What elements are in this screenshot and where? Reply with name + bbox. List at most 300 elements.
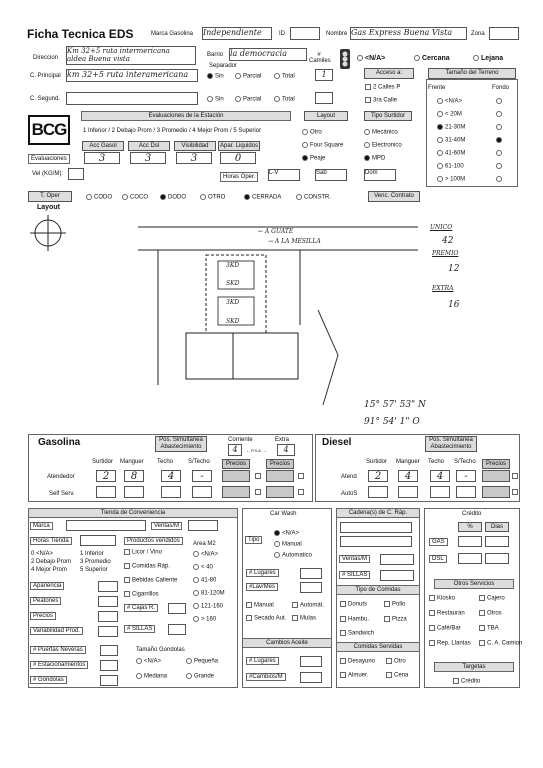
note-unico: UNICO xyxy=(430,224,453,231)
terreno-fondo-4[interactable] xyxy=(496,150,504,157)
toper-opt-label: COCO xyxy=(130,194,148,201)
gas-check-1[interactable] xyxy=(255,473,261,479)
principal-sin[interactable] xyxy=(207,73,224,80)
terreno-fondo-3[interactable] xyxy=(496,137,504,144)
calles2-checkbox[interactable] xyxy=(365,84,371,90)
carwash-check-3[interactable] xyxy=(292,615,316,622)
servida-checkbox[interactable] xyxy=(340,658,346,664)
toper-button[interactable]: T. Oper xyxy=(28,191,72,202)
tienda-marca-field[interactable] xyxy=(66,520,146,531)
servicio-label: TBA xyxy=(487,625,499,632)
dsl-dias-field[interactable] xyxy=(485,553,509,564)
terreno-frente-3[interactable] xyxy=(437,137,465,144)
tienda-area-4[interactable] xyxy=(193,603,223,610)
principal-parcial[interactable] xyxy=(235,73,261,80)
surtidor-opt-2[interactable] xyxy=(364,155,385,162)
dsl-price-field-2[interactable] xyxy=(482,486,510,498)
frente-radio[interactable] xyxy=(437,150,443,156)
layout-opt-2[interactable] xyxy=(302,155,325,162)
barrio-label: Barrio xyxy=(207,52,224,58)
tamano-terreno-button[interactable]: Tamaño del Terreno xyxy=(428,68,516,79)
tienda-ventas-field[interactable] xyxy=(188,520,218,531)
area-radio[interactable] xyxy=(193,616,199,622)
comida-tipo-3[interactable] xyxy=(384,616,407,623)
proximity-cercana[interactable] xyxy=(414,55,450,62)
vel-label: Vel (KG/M): xyxy=(32,171,64,177)
terreno-frente-5[interactable] xyxy=(437,163,464,170)
servicio-0[interactable] xyxy=(429,595,455,602)
gas-price-field-1[interactable] xyxy=(222,470,250,482)
gas-atend-field-0[interactable] xyxy=(96,470,116,482)
tienda-legend-0: 0 <N/A> xyxy=(31,551,54,557)
credito-checkbox[interactable] xyxy=(453,678,459,684)
surtidor-radio[interactable] xyxy=(364,155,370,161)
terreno-frente-4[interactable] xyxy=(437,150,465,157)
servicio-6[interactable] xyxy=(429,640,471,647)
diesel-pos-button[interactable] xyxy=(425,436,477,452)
frente-radio[interactable] xyxy=(437,163,443,169)
diesel-pos-label: Pos. Simultanea Abastecimiento xyxy=(429,437,473,450)
gondolas-field[interactable] xyxy=(100,675,118,686)
tienda-sillas-label xyxy=(124,625,155,633)
dsl-label xyxy=(429,555,447,563)
area-radio[interactable] xyxy=(193,577,199,583)
cadena-sillas-field[interactable] xyxy=(380,570,414,581)
toper-radio[interactable] xyxy=(122,194,128,200)
corriente-field[interactable] xyxy=(228,444,242,456)
barrio-value: la democracia xyxy=(230,49,288,58)
fondo-radio[interactable] xyxy=(496,150,502,156)
carwash-checkbox[interactable] xyxy=(246,615,252,621)
terreno-frente-6[interactable] xyxy=(437,176,465,183)
comida-checkbox[interactable] xyxy=(384,601,390,607)
cadena-field-1[interactable] xyxy=(340,522,412,533)
gas-self-field-1[interactable] xyxy=(124,486,144,498)
toper-opt-2[interactable] xyxy=(160,194,186,201)
comida-servida-1[interactable] xyxy=(386,658,406,665)
evaluaciones-row-label xyxy=(28,154,70,164)
cambios-mes-text: #Cambios/M xyxy=(249,674,283,680)
carwash-lugares-field[interactable] xyxy=(300,568,322,579)
toper-radio[interactable] xyxy=(160,194,166,200)
segundo-sin[interactable] xyxy=(207,96,224,103)
servicio-checkbox[interactable] xyxy=(479,640,485,646)
toper-radio[interactable] xyxy=(200,194,206,200)
area-radio[interactable] xyxy=(193,564,199,570)
eval-col-0[interactable]: Acc Gasol xyxy=(82,141,124,151)
pct-button[interactable]: % xyxy=(458,522,482,532)
carwash-tipo-text: Tipo xyxy=(248,537,260,543)
dsl-check-1[interactable] xyxy=(512,473,518,479)
prod-checkbox[interactable] xyxy=(124,549,130,555)
fondo-radio[interactable] xyxy=(496,176,502,182)
cercana-radio[interactable] xyxy=(414,55,420,61)
servida-checkbox[interactable] xyxy=(340,672,346,678)
comida-tipo-0[interactable] xyxy=(340,601,367,608)
gas-price-field-2[interactable] xyxy=(266,470,294,482)
cambios-lugares-text: # Lugares xyxy=(249,658,276,664)
comida-tipo-1[interactable] xyxy=(384,601,405,608)
gondola-radio[interactable] xyxy=(136,673,142,679)
eval-value-field-1[interactable] xyxy=(130,152,166,164)
principal-sin-radio[interactable] xyxy=(207,73,213,79)
dsl-atend-field-1[interactable] xyxy=(398,470,418,482)
carwash-checkbox[interactable] xyxy=(246,602,252,608)
gasolina-title: Gasolina xyxy=(38,437,81,448)
tienda-prod-3[interactable] xyxy=(124,591,159,598)
tienda-eval-0 xyxy=(30,582,64,590)
dsl-pct-field[interactable] xyxy=(458,553,482,564)
gondolas-text: # Gondolas xyxy=(33,677,64,683)
toper-radio[interactable] xyxy=(86,194,92,200)
segundo-total-radio[interactable] xyxy=(274,96,280,102)
toper-opt-label: CODO xyxy=(94,194,112,201)
layout-opt-1[interactable] xyxy=(302,142,343,149)
gas-atend-field-2[interactable] xyxy=(161,470,181,482)
area-label: < 40 xyxy=(201,564,213,571)
layout-radio[interactable] xyxy=(302,129,308,135)
fondo-radio[interactable] xyxy=(496,137,502,143)
servicio-checkbox[interactable] xyxy=(479,595,485,601)
tienda-legend-5: 5 Superior xyxy=(80,567,108,573)
carwash-check-2[interactable] xyxy=(246,615,286,622)
terreno-frente-2[interactable] xyxy=(437,124,465,131)
servicio-checkbox[interactable] xyxy=(479,625,485,631)
servicio-checkbox[interactable] xyxy=(429,595,435,601)
carwash-checkbox[interactable] xyxy=(292,602,298,608)
carwash-check-0[interactable] xyxy=(246,602,274,609)
cadena-header: Cadena(s) de C. Ráp. xyxy=(336,508,420,518)
toper-opt-0[interactable] xyxy=(86,194,112,201)
layout-radio[interactable] xyxy=(302,142,308,148)
servicio-label: Rep. Llantas xyxy=(437,640,471,647)
id-field[interactable] xyxy=(290,27,320,40)
gondola-opt-1[interactable] xyxy=(186,658,218,665)
gas-check-2[interactable] xyxy=(298,473,304,479)
eval-value-field-3[interactable] xyxy=(220,152,256,164)
fondo-radio[interactable] xyxy=(496,124,502,130)
comida-servida-0[interactable] xyxy=(340,658,375,665)
segundo-total[interactable] xyxy=(274,96,295,103)
area-radio[interactable] xyxy=(193,590,199,596)
surtidor-radio[interactable] xyxy=(364,142,370,148)
eval-value-field-0[interactable] xyxy=(84,152,120,164)
gondola-opt-0[interactable] xyxy=(136,658,161,665)
dsl-atend-value: 4 xyxy=(404,471,412,482)
segundo-sin-radio[interactable] xyxy=(207,96,213,102)
servicio-4[interactable] xyxy=(429,625,461,632)
gas-price-field-4[interactable] xyxy=(266,486,294,498)
tienda-eval-field-0[interactable] xyxy=(98,581,118,592)
proximity-na[interactable] xyxy=(357,55,385,62)
toper-radio[interactable] xyxy=(296,194,302,200)
gasolina-pos-button[interactable] xyxy=(155,436,207,452)
servida-checkbox[interactable] xyxy=(386,658,392,664)
frente-radio[interactable] xyxy=(437,98,443,104)
carwash-radio[interactable] xyxy=(274,530,280,536)
segundo-parcial-radio[interactable] xyxy=(235,96,241,102)
dsl-price-field-1[interactable] xyxy=(482,470,510,482)
principal-total-radio[interactable] xyxy=(274,73,280,79)
comida-checkbox[interactable] xyxy=(340,616,346,622)
otros-servicios-header: Otros Servicios xyxy=(434,579,514,589)
dsl-autos-field-3[interactable] xyxy=(456,486,476,498)
traffic-light-icon xyxy=(339,48,351,70)
fondo-radio[interactable] xyxy=(496,98,502,104)
productos-label xyxy=(124,537,183,545)
gas-pct-field[interactable] xyxy=(458,536,482,547)
servicio-checkbox[interactable] xyxy=(429,640,435,646)
extra-field[interactable] xyxy=(277,444,295,456)
tienda-prod-0[interactable] xyxy=(124,549,162,556)
eval-value: 3 xyxy=(98,153,106,164)
segundo-parcial[interactable] xyxy=(235,96,261,103)
prod-checkbox[interactable] xyxy=(124,591,130,597)
cajas-field[interactable] xyxy=(168,603,186,614)
tienda-eval-field-3[interactable] xyxy=(98,626,118,637)
area-radio[interactable] xyxy=(193,551,199,557)
comida-tipo-4[interactable] xyxy=(340,630,374,637)
servicio-3[interactable] xyxy=(479,610,502,617)
dsl-atend-field-3[interactable] xyxy=(456,470,476,482)
terreno-fondo-0[interactable] xyxy=(496,98,504,105)
servicio-1[interactable] xyxy=(479,595,505,602)
fondo-radio[interactable] xyxy=(496,163,502,169)
servicio-2[interactable] xyxy=(429,610,465,617)
dom-field[interactable] xyxy=(364,169,396,181)
comida-servida-2[interactable] xyxy=(340,672,368,679)
proximity-lejana[interactable] xyxy=(473,55,503,62)
zona-field[interactable] xyxy=(489,27,519,40)
carwash-lav-field[interactable] xyxy=(300,582,322,593)
dsl-precios[interactable]: Precios xyxy=(482,459,510,469)
servicio-label: Cajero xyxy=(487,595,505,602)
acceso-button[interactable]: Acceso a: xyxy=(364,68,414,79)
terreno-frente-0[interactable] xyxy=(437,98,462,105)
gas-check-3[interactable] xyxy=(255,489,261,495)
dsl-autos-field-2[interactable] xyxy=(430,486,450,498)
comida-servida-3[interactable] xyxy=(386,672,408,679)
servicio-checkbox[interactable] xyxy=(429,625,435,631)
terreno-frente-1[interactable] xyxy=(437,111,462,118)
gas-precios-2[interactable]: Precios xyxy=(266,459,294,469)
principal-value: km 32+5 ruta interamericana xyxy=(67,70,189,79)
credito-check[interactable] xyxy=(453,678,480,685)
gondola-opt-2[interactable] xyxy=(136,673,167,680)
cambios-mes-field[interactable] xyxy=(300,672,322,683)
gondola-radio[interactable] xyxy=(186,673,192,679)
gas-price-field-3[interactable] xyxy=(222,486,250,498)
atendedor-label: Atendedor xyxy=(47,474,75,480)
gas-check-4[interactable] xyxy=(298,489,304,495)
gondola-label: <N/A> xyxy=(144,658,162,665)
carwash-checkbox[interactable] xyxy=(292,615,298,621)
tienda-area-1[interactable] xyxy=(193,564,213,571)
horas-tienda-field[interactable] xyxy=(80,535,116,546)
cadena-ventas-field[interactable] xyxy=(380,554,414,565)
surtidor-radio[interactable] xyxy=(364,129,370,135)
gondola-opt-3[interactable] xyxy=(186,673,214,680)
nombre-field[interactable] xyxy=(350,27,467,40)
tienda-area-0[interactable] xyxy=(193,551,218,558)
tienda-area-5[interactable] xyxy=(193,616,216,623)
tienda-eval-field-2[interactable] xyxy=(98,611,118,622)
prod-checkbox[interactable] xyxy=(124,577,130,583)
gas-self-field-0[interactable] xyxy=(96,486,116,498)
tienda-legend-2: 2 Debajo Prom xyxy=(31,559,72,565)
dias-button[interactable]: Dias xyxy=(485,522,509,532)
tienda-eval-field-1[interactable] xyxy=(98,596,118,607)
tienda-eval-2 xyxy=(30,612,56,620)
toper-radio[interactable] xyxy=(244,194,250,200)
tienda-area-3[interactable] xyxy=(193,590,225,597)
gas-dias-field[interactable] xyxy=(485,536,509,547)
servicio-7[interactable] xyxy=(479,640,522,647)
neveras-field[interactable] xyxy=(100,645,118,656)
terreno-option-label: < 20M xyxy=(445,111,462,118)
note-extra-val: 16 xyxy=(448,300,460,310)
extra-label: Extra xyxy=(275,437,290,443)
servida-label: Almuer. xyxy=(348,672,369,679)
calle3-checkbox[interactable] xyxy=(365,97,371,103)
evaluaciones-legend: 1 Inferior / 2 Debajo Prom / 3 Promedio / 4 Mejor Prom / 5 Superior xyxy=(83,128,262,134)
tienda-sillas-text: # SILLAS xyxy=(127,626,153,632)
servicio-checkbox[interactable] xyxy=(429,610,435,616)
cambios-mes-label xyxy=(246,673,286,681)
cadena-field-2[interactable] xyxy=(340,536,412,547)
carwash-check-1[interactable] xyxy=(292,602,324,609)
tienda-sillas-field[interactable] xyxy=(168,624,186,635)
servicio-checkbox[interactable] xyxy=(479,610,485,616)
toper-opt-3[interactable] xyxy=(200,194,225,201)
diesel-title: Diesel xyxy=(322,437,352,448)
tienda-eval-label: Precios xyxy=(33,613,54,619)
segundo-total-field[interactable] xyxy=(315,92,333,104)
barrio-field[interactable] xyxy=(229,48,307,61)
cadena-sillas-text: # SILLAS xyxy=(342,572,368,578)
eval-value-field-2[interactable] xyxy=(176,152,212,164)
calles2-check[interactable] xyxy=(365,84,400,91)
estac-label xyxy=(30,661,88,669)
eval-col-1[interactable]: Acc Dsl xyxy=(128,141,170,151)
eval-col-3[interactable]: Apar. Liquidos xyxy=(219,143,259,149)
frente-radio[interactable] xyxy=(437,111,443,117)
tienda-legend-4: 4 Mejor Prom xyxy=(31,567,68,573)
servida-checkbox[interactable] xyxy=(386,672,392,678)
dsl-atend-field-2[interactable] xyxy=(430,470,450,482)
comida-checkbox[interactable] xyxy=(340,630,346,636)
frente-radio[interactable] xyxy=(437,137,443,143)
tienda-legend-1: 1 Inferior xyxy=(80,551,104,557)
calle3-check[interactable] xyxy=(365,97,397,104)
prod-checkbox[interactable] xyxy=(124,563,130,569)
terreno-fondo-2[interactable] xyxy=(496,124,504,131)
carwash-lav-text: #Lav/Mes xyxy=(249,584,276,590)
tienda-area-2[interactable] xyxy=(193,577,216,584)
proximity-na-radio[interactable] xyxy=(357,55,363,61)
vel-field[interactable] xyxy=(68,168,84,180)
carwash-check-label: Mulas xyxy=(300,615,317,622)
layout-radio[interactable] xyxy=(302,155,308,161)
segundo-parcial-label: Parcial xyxy=(243,96,262,103)
toper-opt-4[interactable] xyxy=(244,194,281,201)
eval-col-2[interactable]: Visibilidad xyxy=(174,141,216,151)
carwash-opt-0[interactable] xyxy=(274,530,299,537)
cambios-lugares-field[interactable] xyxy=(300,656,322,667)
principal-total[interactable] xyxy=(274,73,295,80)
page-title: Ficha Tecnica EDS xyxy=(27,27,134,41)
gas-atend-field-1[interactable] xyxy=(124,470,144,482)
dsl-atend-field-0[interactable] xyxy=(368,470,388,482)
layout-button[interactable]: Layout xyxy=(304,111,348,121)
gas-atend-field-3[interactable] xyxy=(192,470,212,482)
dsl-autos-field-1[interactable] xyxy=(398,486,418,498)
surtidor-opt-0[interactable] xyxy=(364,129,398,136)
note-extra: EXTRA xyxy=(432,285,454,292)
gondola-label: Pequeña xyxy=(194,658,219,665)
gas-self-field-2[interactable] xyxy=(161,486,181,498)
segundo-field[interactable] xyxy=(66,92,198,105)
direccion-field[interactable] xyxy=(66,46,196,65)
gondola-radio[interactable] xyxy=(186,658,192,664)
comida-tipo-2[interactable] xyxy=(340,616,369,623)
gas-self-field-3[interactable] xyxy=(192,486,212,498)
corriente-label: Corriente xyxy=(228,437,253,443)
tienda-prod-1[interactable] xyxy=(124,563,170,570)
toper-opt-1[interactable] xyxy=(122,194,148,201)
frente-radio[interactable] xyxy=(437,124,443,130)
cajas-text: # Cajas R. xyxy=(127,605,156,611)
carwash-lugares-text: # Lugares xyxy=(249,570,276,576)
sab-field[interactable] xyxy=(315,169,347,181)
terreno-fondo-6[interactable] xyxy=(496,176,504,183)
principal-field[interactable] xyxy=(66,69,198,82)
principal-parcial-radio[interactable] xyxy=(235,73,241,79)
frente-radio[interactable] xyxy=(437,176,443,182)
venc-contrato-button[interactable]: Venc. Contrato xyxy=(368,191,420,202)
carwash-radio[interactable] xyxy=(274,541,280,547)
dsl-check-2[interactable] xyxy=(512,489,518,495)
area-radio[interactable] xyxy=(193,603,199,609)
terreno-fondo-5[interactable] xyxy=(496,163,504,170)
terreno-fondo-1[interactable] xyxy=(496,111,504,118)
lejana-radio[interactable] xyxy=(473,55,479,61)
dsl-autos-field-0[interactable] xyxy=(368,486,388,498)
carwash-opt-1[interactable] xyxy=(274,541,302,548)
estac-field[interactable] xyxy=(100,660,118,671)
gas-precios-1[interactable]: Precios xyxy=(222,459,250,469)
servicio-5[interactable] xyxy=(479,625,499,632)
layout-opt-0[interactable] xyxy=(302,129,322,136)
gondola-radio[interactable] xyxy=(136,658,142,664)
tienda-prod-2[interactable] xyxy=(124,577,177,584)
lv-field[interactable] xyxy=(268,169,300,181)
carwash-radio[interactable] xyxy=(274,552,280,558)
tipo-surtidor-button[interactable]: Tipo Surtidor xyxy=(364,111,412,121)
surtidor-opt-1[interactable] xyxy=(364,142,402,149)
comida-tipo-label: Donuts xyxy=(348,601,368,608)
neveras-text: # Puertas Neveras xyxy=(33,647,83,653)
carwash-check-label: Secado Aut. xyxy=(254,615,287,622)
toper-opt-5[interactable] xyxy=(296,194,331,201)
marca-field[interactable] xyxy=(202,27,272,40)
comida-checkbox[interactable] xyxy=(340,601,346,607)
carwash-opt-2[interactable] xyxy=(274,552,312,559)
fondo-radio[interactable] xyxy=(496,111,502,117)
area-label: 81-120M xyxy=(201,590,225,597)
principal-total-field[interactable] xyxy=(315,69,333,81)
comida-checkbox[interactable] xyxy=(384,616,390,622)
